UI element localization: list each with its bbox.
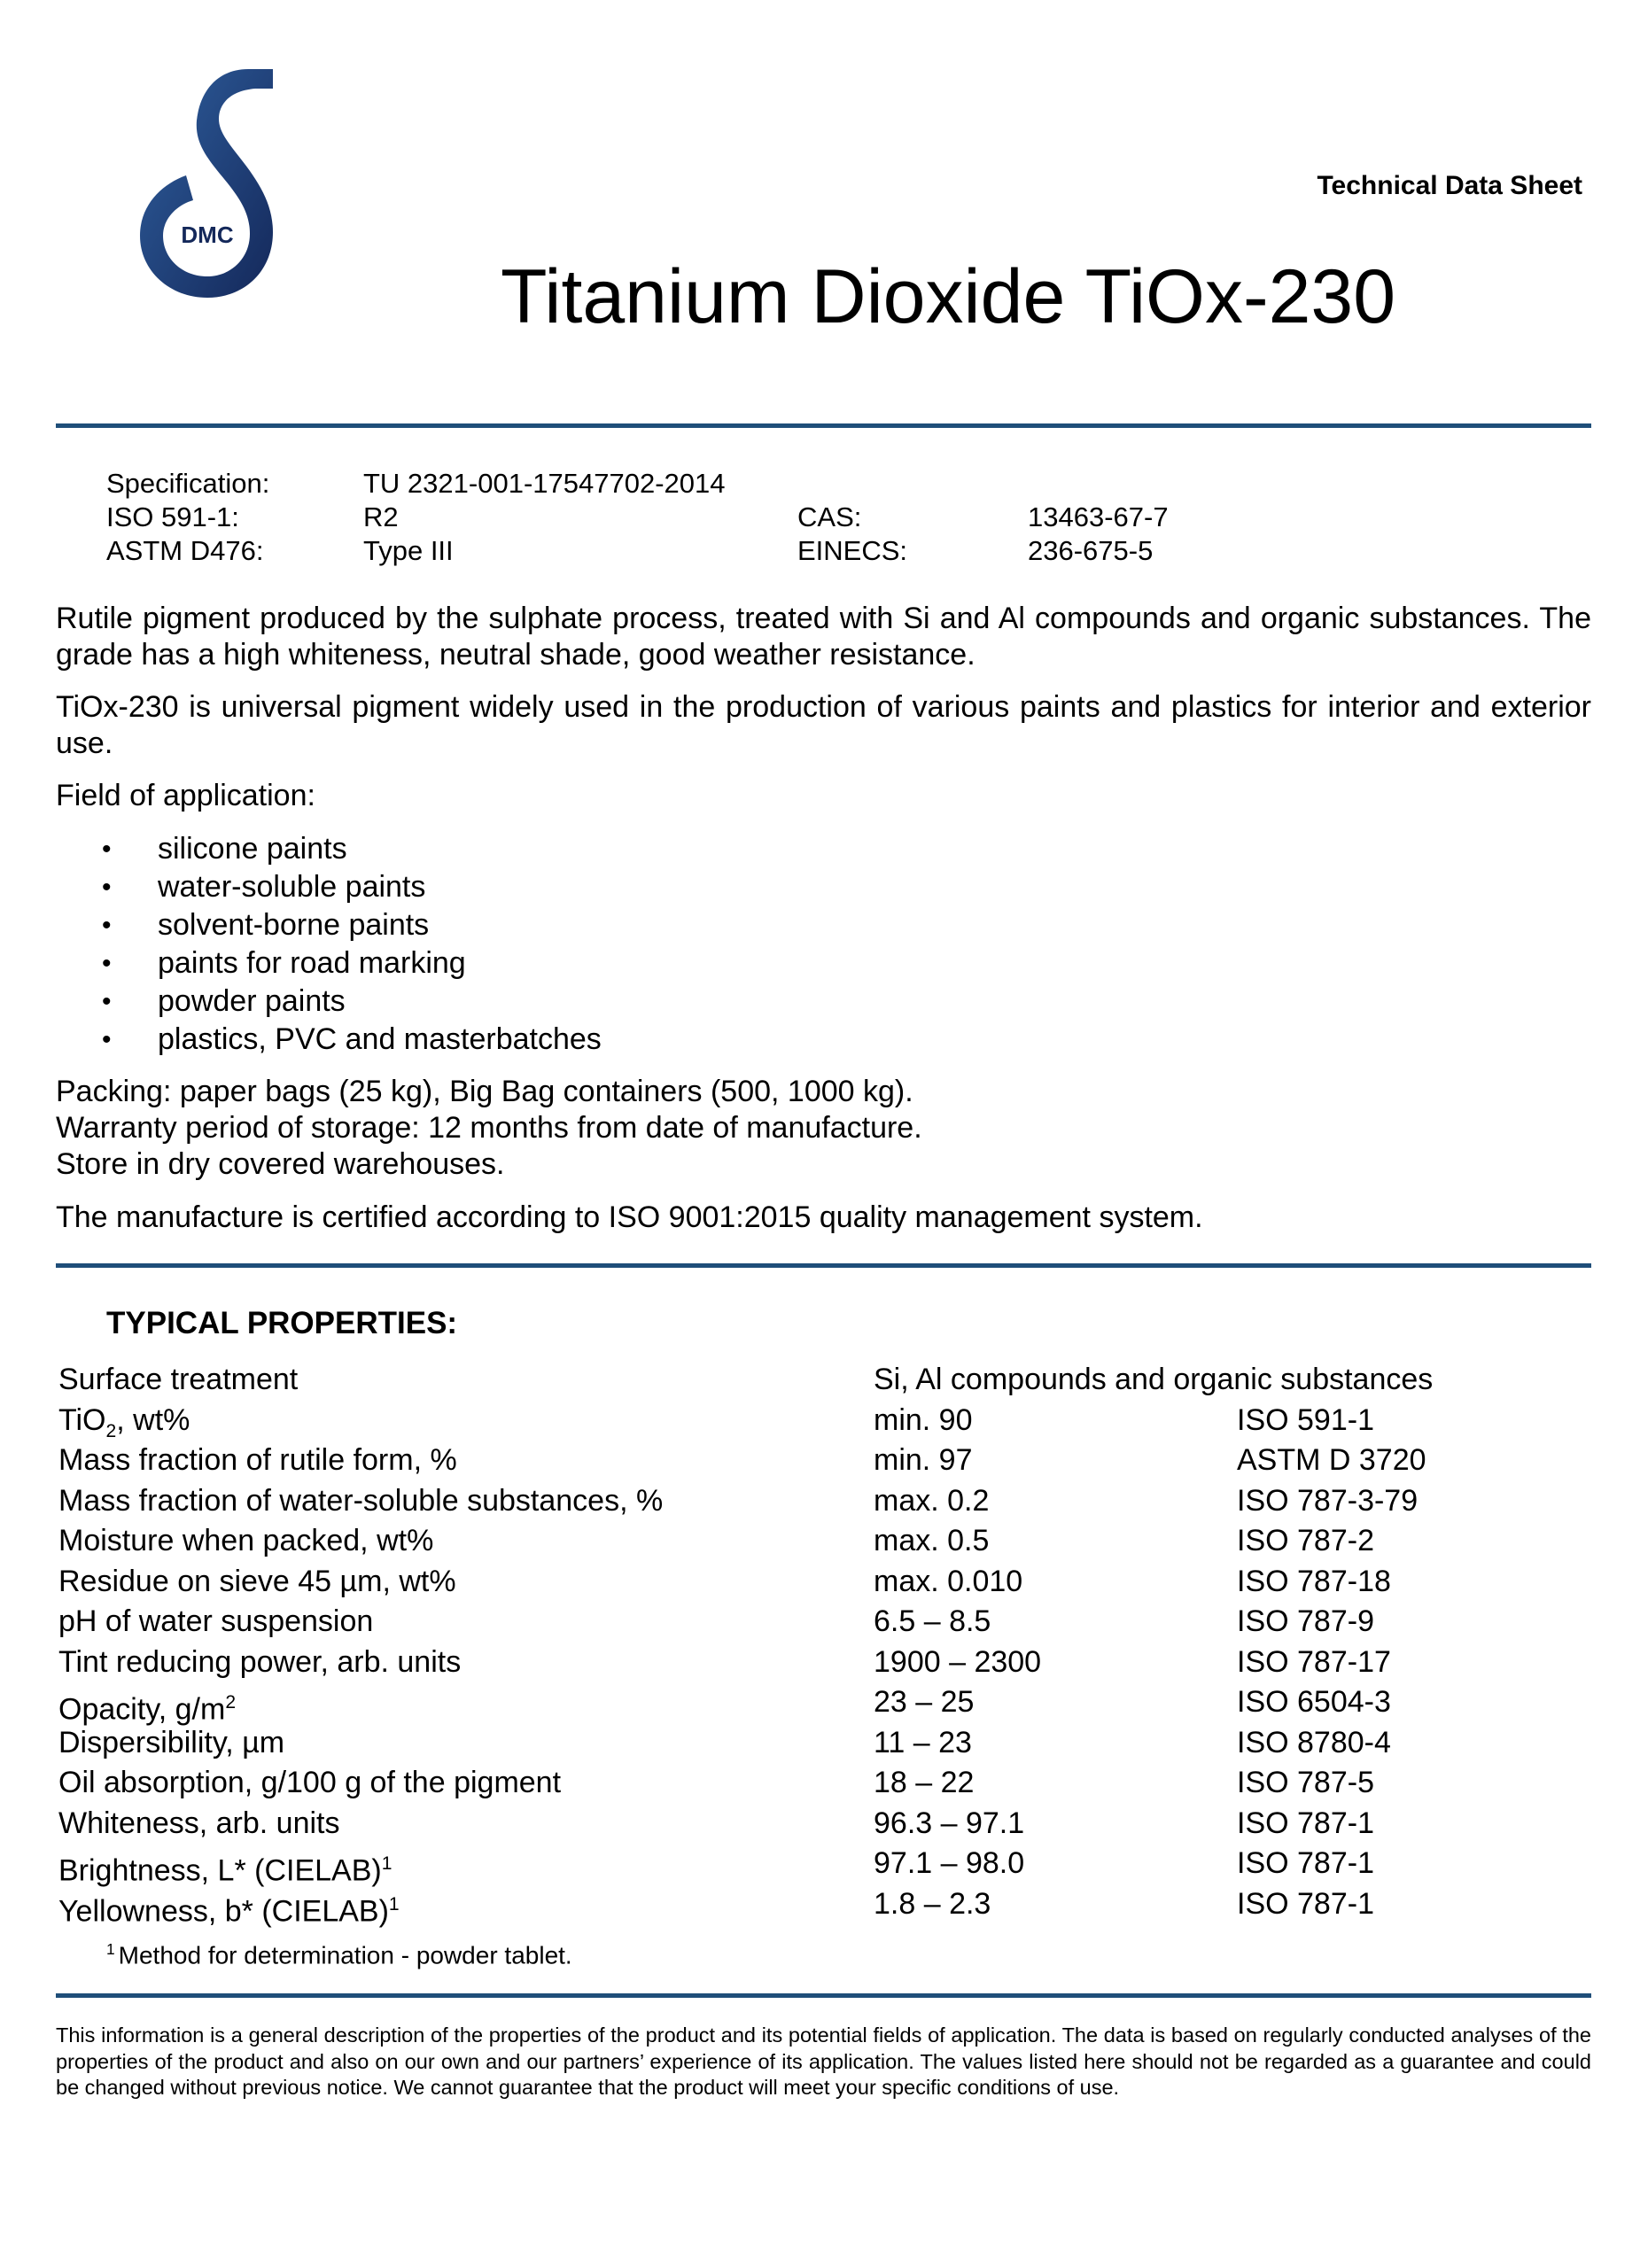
spec-label: Specification: bbox=[106, 468, 270, 499]
property-value: 1.8 – 2.3 bbox=[874, 1886, 991, 1921]
table-row bbox=[56, 1643, 1591, 1683]
astm-label: ASTM D476: bbox=[106, 535, 264, 566]
table-row bbox=[56, 1602, 1591, 1643]
property-value: max. 0.010 bbox=[874, 1564, 1023, 1598]
packing-text: Packing: paper bags (25 kg), Big Bag containers (500, 1000 kg). bbox=[56, 1075, 913, 1108]
property-value: 97.1 – 98.0 bbox=[874, 1846, 1025, 1880]
application-list bbox=[56, 830, 602, 1059]
iso-value: R2 bbox=[363, 501, 399, 532]
einecs-value: 236-675-5 bbox=[1028, 535, 1154, 566]
property-name: TiO$_2$, wt% bbox=[58, 1402, 190, 1441]
table-row bbox=[56, 1360, 1591, 1401]
test-method: ISO 787-5 bbox=[1237, 1766, 1374, 1799]
astm-value: Type III bbox=[363, 535, 454, 566]
property-value: 6.5 – 8.5 bbox=[874, 1604, 991, 1638]
property-value: max. 0.2 bbox=[874, 1483, 990, 1518]
property-name: Surface treatment bbox=[58, 1363, 299, 1396]
property-name: Moisture when packed, wt% bbox=[58, 1524, 434, 1557]
list-item: • water-soluble paints bbox=[56, 868, 602, 906]
test-method: ISO 787-1 bbox=[1237, 1846, 1374, 1880]
list-item: • powder paints bbox=[56, 983, 602, 1021]
property-value: min. 90 bbox=[874, 1402, 973, 1437]
property-name: Yellowness, b* (CIELAB)$^1$ bbox=[58, 1893, 400, 1928]
divider bbox=[56, 1263, 1591, 1268]
test-method: ISO 787-1 bbox=[1237, 1886, 1374, 1921]
divider bbox=[56, 423, 1591, 428]
cas-value: 13463-67-7 bbox=[1028, 501, 1169, 532]
property-value: max. 0.5 bbox=[874, 1524, 990, 1557]
table-row bbox=[56, 1844, 1591, 1888]
list-item: • silicone paints bbox=[56, 830, 602, 868]
property-value: Si, Al compounds and organic substances bbox=[874, 1363, 1434, 1396]
property-name: pH of water suspension bbox=[58, 1604, 374, 1638]
test-method: ISO 787-9 bbox=[1237, 1604, 1374, 1638]
property-name: Tint reducing power, arb. units bbox=[58, 1644, 462, 1679]
property-value: 96.3 – 97.1 bbox=[874, 1806, 1025, 1840]
properties-table bbox=[56, 1360, 1591, 1928]
divider bbox=[56, 1993, 1591, 1998]
properties-heading: TYPICAL PROPERTIES: bbox=[106, 1306, 458, 1340]
table-row bbox=[56, 1521, 1591, 1562]
cas-label: CAS: bbox=[797, 501, 862, 532]
test-method: ASTM D 3720 bbox=[1237, 1443, 1426, 1477]
table-row bbox=[56, 1804, 1591, 1845]
table-row bbox=[56, 1682, 1591, 1727]
storage-text: Store in dry covered warehouses. bbox=[56, 1147, 505, 1181]
test-method: ISO 6504-3 bbox=[1237, 1685, 1391, 1719]
test-method: ISO 787-1 bbox=[1237, 1806, 1374, 1840]
table-row bbox=[56, 1723, 1591, 1764]
property-name: Residue on sieve 45 µm, wt% bbox=[58, 1564, 456, 1598]
property-name: Brightness, L* (CIELAB)$^1$ bbox=[58, 1853, 393, 1888]
document-type: Technical Data Sheet bbox=[1317, 171, 1582, 200]
test-method: ISO 591-1 bbox=[1237, 1402, 1374, 1437]
property-name: Dispersibility, µm bbox=[58, 1725, 285, 1759]
property-name: Oil absorption, g/100 g of the pigment bbox=[58, 1766, 562, 1799]
warranty-text: Warranty period of storage: 12 months from date of manufacture. bbox=[56, 1111, 922, 1145]
table-row bbox=[56, 1884, 1591, 1928]
test-method: ISO 787-3-79 bbox=[1237, 1483, 1418, 1518]
list-item: • plastics, PVC and masterbatches bbox=[56, 1021, 602, 1059]
table-row bbox=[56, 1481, 1591, 1522]
property-name: Mass fraction of water-soluble substances, % bbox=[58, 1483, 664, 1518]
test-method: ISO 787-18 bbox=[1237, 1564, 1391, 1598]
footnote bbox=[106, 1940, 572, 1969]
property-value: 23 – 25 bbox=[874, 1685, 975, 1719]
table-row bbox=[56, 1763, 1591, 1804]
table-row bbox=[56, 1441, 1591, 1481]
einecs-label: EINECS: bbox=[797, 535, 908, 566]
description-paragraph: Rutile pigment produced by the sulphate process, treated with Si and Al compounds and organic substances. The grade has a high whiteness, neutral shade, good weather resistance. bbox=[56, 602, 1591, 672]
footnote-mark: 1 bbox=[106, 1940, 115, 1958]
usage-paragraph: TiOx-230 is universal pigment widely used in the production of various paints and plastics for interior and exterior use. bbox=[56, 690, 1591, 760]
page-title: Titanium Dioxide TiOx-230 bbox=[501, 254, 1396, 339]
property-name: Opacity, $g/m^2$ bbox=[58, 1692, 237, 1727]
logo-text: DMC bbox=[181, 221, 234, 248]
property-value: min. 97 bbox=[874, 1443, 973, 1477]
property-value: 18 – 22 bbox=[874, 1766, 975, 1799]
test-method: ISO 787-2 bbox=[1237, 1524, 1374, 1557]
table-row bbox=[56, 1401, 1591, 1441]
list-item: • solvent-borne paints bbox=[56, 906, 602, 944]
dmc-logo bbox=[124, 62, 284, 306]
property-value: 11 – 23 bbox=[874, 1725, 972, 1759]
certification-text: The manufacture is certified according to ISO 9001:2015 quality management system. bbox=[56, 1200, 1203, 1234]
disclaimer: This information is a general description of the properties of the product and its potential fields of application. The data is based on regularly conducted analyses of the properties of the product and also on our own and our partners’ experience of its application. The values listed here should not be regarded as a guarantee and could be changed without previous notice. We cannot guarantee that the product will meet your specific conditions of use. bbox=[56, 2023, 1591, 2099]
list-item: • paints for road marking bbox=[56, 944, 602, 983]
test-method: ISO 8780-4 bbox=[1237, 1725, 1391, 1759]
iso-label: ISO 591-1: bbox=[106, 501, 239, 532]
property-value: 1900 – 2300 bbox=[874, 1644, 1042, 1679]
test-method: ISO 787-17 bbox=[1237, 1644, 1391, 1679]
table-row bbox=[56, 1562, 1591, 1603]
property-name: Whiteness, arb. units bbox=[58, 1806, 340, 1840]
spec-value: TU 2321-001-17547702-2014 bbox=[363, 468, 726, 499]
field-of-application-label: Field of application: bbox=[56, 779, 315, 812]
property-name: Mass fraction of rutile form, % bbox=[58, 1443, 457, 1477]
footnote-text: Method for determination - powder tablet. bbox=[118, 1941, 572, 1969]
